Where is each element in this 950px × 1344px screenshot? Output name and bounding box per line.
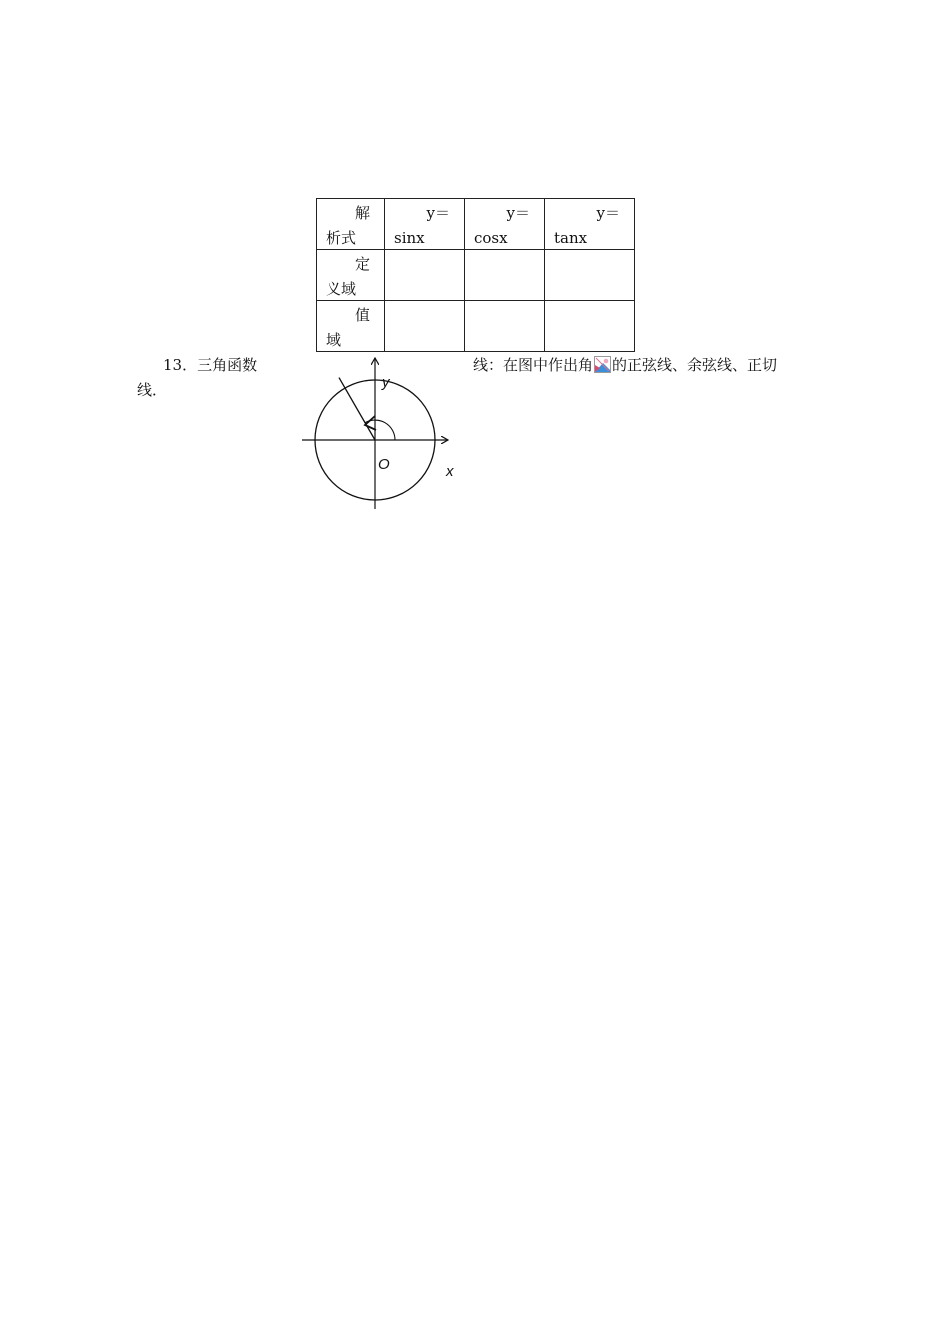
table-row-header xyxy=(317,199,385,250)
image-placeholder-icon xyxy=(594,356,611,373)
table-cell xyxy=(385,301,465,352)
table-cell xyxy=(465,301,545,352)
table-cell xyxy=(385,250,465,301)
table-row xyxy=(317,250,635,301)
y-axis-label: y xyxy=(382,374,390,391)
cell-line2: tanx xyxy=(554,229,588,247)
row-header-line2: 义域 xyxy=(326,280,357,298)
row-header-line1: 值 xyxy=(354,306,370,324)
table-row xyxy=(317,301,635,352)
question-middle-text: 线：在图中作出角 xyxy=(473,356,594,374)
origin-label: O xyxy=(378,456,390,473)
table-cell xyxy=(545,199,635,250)
table-row-header xyxy=(317,250,385,301)
cell-line1: y＝ xyxy=(506,204,530,222)
question-lead-text: 13．三角函数 xyxy=(163,356,258,374)
question-trail-text: 的正弦线、余弦线、正切 xyxy=(612,356,778,374)
question-line2-text: 线． xyxy=(137,381,168,399)
x-axis-label: x xyxy=(446,463,454,480)
row-header-line2: 域 xyxy=(326,331,342,349)
row-header-line1: 定 xyxy=(354,255,370,273)
angle-vertex-arrow-icon xyxy=(365,416,376,430)
cell-line1: y＝ xyxy=(426,204,450,222)
table-cell xyxy=(545,250,635,301)
table-row xyxy=(317,199,635,250)
table-cell xyxy=(465,250,545,301)
trig-function-table xyxy=(316,198,635,352)
table-row-header xyxy=(317,301,385,352)
row-header-line2: 析式 xyxy=(326,229,357,247)
question-middle-wrap xyxy=(473,353,777,378)
row-header-line1: 解 xyxy=(354,204,370,222)
cell-line1: y＝ xyxy=(596,204,620,222)
cell-line2: sinx xyxy=(394,229,425,247)
unit-circle-diagram xyxy=(296,353,462,513)
table-cell xyxy=(545,301,635,352)
terminal-side-line xyxy=(339,378,375,440)
cell-line2: cosx xyxy=(474,229,508,247)
table-cell xyxy=(465,199,545,250)
question-13 xyxy=(137,353,817,403)
table-cell xyxy=(385,199,465,250)
